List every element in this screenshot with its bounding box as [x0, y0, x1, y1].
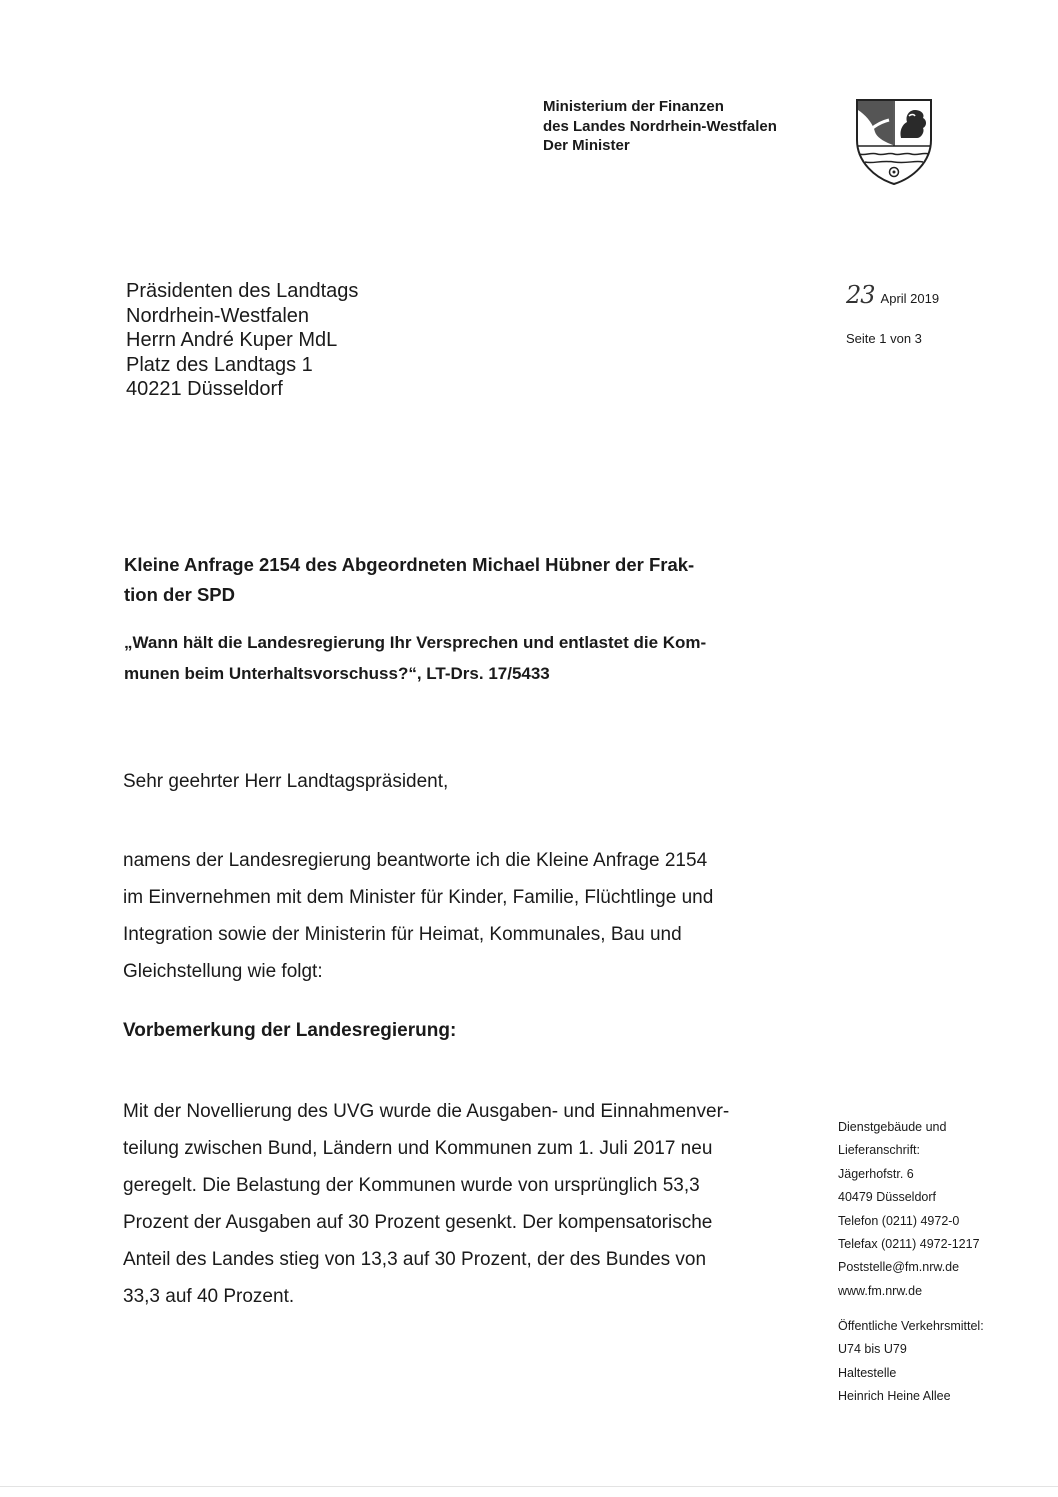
contact-line: Telefax (0211) 4972-1217 — [838, 1237, 980, 1252]
contact-line: 40479 Düsseldorf — [838, 1190, 936, 1205]
ministry-line: Ministerium der Finanzen — [543, 98, 724, 115]
salutation: Sehr geehrter Herr Landtagspräsident, — [123, 771, 449, 792]
date-month-year: April 2019 — [880, 291, 940, 306]
sidebar-contact — [838, 1116, 980, 1303]
subject-quote-line: „Wann hält die Landesregierung Ihr Versprechen und entlastet die Kom- — [124, 633, 707, 652]
contact-line: Dienstgebäude und — [838, 1120, 947, 1134]
paragraph-line: namens der Landesregierung beantworte ich die Kleine Anfrage 2154 — [123, 850, 708, 871]
address-line: 40221 Düsseldorf — [126, 378, 283, 400]
ministry-line: des Landes Nordrhein-Westfalen — [543, 117, 777, 135]
paragraph-line: Anteil des Landes stieg von 13,3 auf 30 Prozent, der des Bundes von — [123, 1249, 707, 1270]
page-number: Seite 1 von 3 — [846, 331, 922, 346]
ministry-header — [543, 97, 777, 156]
contact-line: Lieferanschrift: — [838, 1143, 920, 1158]
address-line: Herrn André Kuper MdL — [126, 329, 338, 351]
subject-title-line: Kleine Anfrage 2154 des Abgeordneten Michael Hübner der Frak- — [124, 554, 695, 575]
scan-edge-divider — [0, 1486, 1058, 1487]
ministry-line: Der Minister — [543, 137, 630, 154]
transit-line: Heinrich Heine Allee — [838, 1389, 951, 1404]
preliminary-remark-paragraph — [123, 1093, 823, 1315]
contact-email: Poststelle@fm.nrw.de — [838, 1260, 960, 1275]
recipient-address — [126, 279, 358, 402]
contact-line: Jägerhofstr. 6 — [838, 1166, 914, 1181]
paragraph-line: Prozent der Ausgaben auf 30 Prozent gesenkt. Der kompensatorische — [123, 1212, 713, 1233]
address-line: Präsidenten des Landtags — [126, 280, 359, 302]
paragraph-line: Integration sowie der Ministerin für Heimat, Kommunales, Bau und — [123, 924, 682, 945]
paragraph-line: geregelt. Die Belastung der Kommunen wurde von ursprünglich 53,3 — [123, 1175, 700, 1196]
paragraph-line: 33,3 auf 40 Prozent. — [123, 1286, 295, 1307]
transit-line: Haltestelle — [838, 1365, 897, 1380]
intro-paragraph — [123, 842, 823, 990]
subject-title — [124, 550, 814, 610]
paragraph-line: im Einvernehmen mit dem Minister für Kinder, Familie, Flüchtlinge und — [123, 887, 714, 908]
handwritten-day: 23 — [846, 281, 875, 309]
subject-title-line: tion der SPD — [124, 584, 236, 605]
sidebar-transit — [838, 1315, 984, 1409]
paragraph-line: Mit der Novellierung des UVG wurde die Ausgaben- und Einnahmenver- — [123, 1101, 730, 1122]
letter-date — [846, 281, 939, 309]
address-line: Nordrhein-Westfalen — [126, 304, 310, 327]
subject-quote — [124, 627, 814, 689]
transit-line: U74 bis U79 — [838, 1342, 907, 1357]
nrw-coat-of-arms-icon — [851, 96, 937, 186]
paragraph-line: Gleichstellung wie folgt: — [123, 961, 323, 982]
address-line: Platz des Landtags 1 — [126, 353, 313, 376]
contact-website: www.fm.nrw.de — [838, 1283, 923, 1298]
section-heading: Vorbemerkung der Landesregierung: — [123, 1020, 457, 1041]
transit-line: Öffentliche Verkehrsmittel: — [838, 1319, 984, 1333]
contact-line: Telefon (0211) 4972-0 — [838, 1213, 960, 1228]
subject-quote-line: munen beim Unterhaltsvorschuss?“, LT-Drs. 17/5433 — [124, 664, 550, 683]
paragraph-line: teilung zwischen Bund, Ländern und Kommunen zum 1. Juli 2017 neu — [123, 1138, 713, 1159]
